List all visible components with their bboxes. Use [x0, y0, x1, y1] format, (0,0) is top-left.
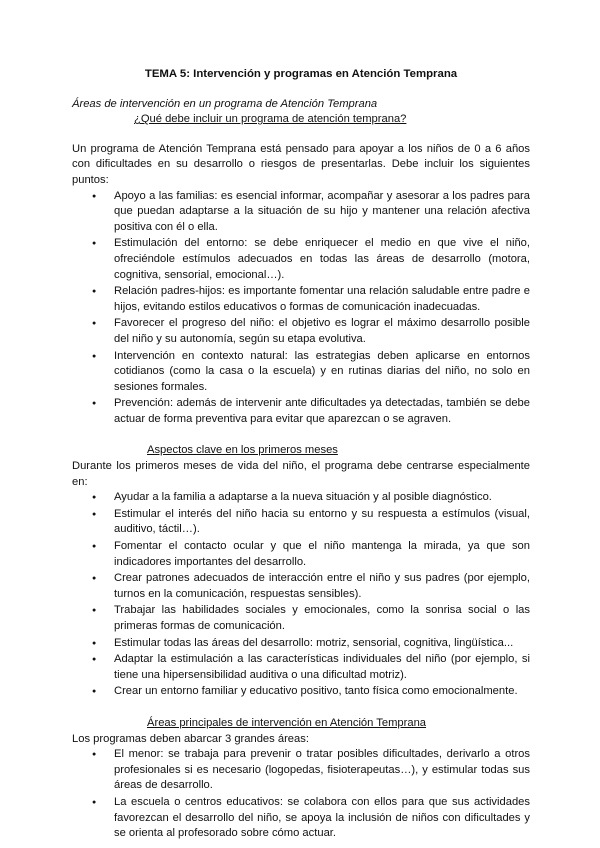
- section1-list: [72, 189, 530, 428]
- list-item: ● Trabajar las habilidades sociales y emocionales, como la sonrisa social o las primeras formas de comunicación.: [114, 603, 530, 634]
- section3-list: [72, 747, 530, 842]
- list-item: ● Estimular el interés del niño hacia su entorno y su respuesta a estímulos (visual, auditivo, táctil…).: [114, 507, 530, 538]
- list-item: ● Ayudar a la familia a adaptarse a la nueva situación y al posible diagnóstico.: [114, 490, 530, 506]
- list-item: ● Crear patrones adecuados de interacción entre el niño y sus padres (por ejemplo, turnos en la comunicación, respuestas sensibles).: [114, 571, 530, 602]
- section2-heading: Aspectos clave en los primeros meses: [147, 444, 338, 457]
- section1-heading: Áreas de intervención en un programa de Atención Temprana: [72, 97, 378, 110]
- list-item: ● Crear un entorno familiar y educativo positivo, tanto física como emocionalmente.: [114, 684, 530, 700]
- document-body: [72, 67, 530, 843]
- list-item: ● Favorecer el progreso del niño: el objetivo es lograr el máximo desarrollo posible del niño y su autonomía, según su etapa evolutiva.: [114, 316, 530, 347]
- list-item: ● Intervención en contexto natural: las estrategias deben aplicarse en entornos cotidianos (como la casa o la escuela) y en rutinas diarias del niño, no solo en sesiones formales.: [114, 349, 530, 396]
- section2-intro: Durante los primeros meses de vida del niño, el programa debe centrarse especialmente en:: [72, 460, 530, 488]
- section2-list: [72, 490, 530, 700]
- list-item: ● La escuela o centros educativos: se colabora con ellos para que sus actividades favorezcan el desarrollo del niño, se apoya la inclusión de niños con dificultades y se orienta al profesorado sobre cómo actuar.: [114, 795, 530, 842]
- page-title: TEMA 5: Intervención y programas en Atención Temprana: [144, 68, 458, 80]
- section1-subheading: ¿Qué debe incluir un programa de atención temprana?: [134, 113, 407, 126]
- list-item: ● Prevención: además de intervenir ante dificultades ya detectadas, también se debe actuar de forma preventiva para evitar que aparezcan o se agraven.: [114, 396, 530, 427]
- section3-heading: Áreas principales de intervención en Atención Temprana: [147, 716, 427, 729]
- list-item: ● Apoyo a las familias: es esencial informar, acompañar y asesorar a los padres para que puedan adaptarse a la situación de su hijo y mantener una relación afectiva positiva con él o ella.: [114, 189, 530, 236]
- spacer: [72, 701, 530, 716]
- section3-intro: Los programas deben abarcar 3 grandes áreas:: [72, 732, 309, 745]
- spacer: [72, 428, 530, 443]
- list-item: ● Estimular todas las áreas del desarrollo: motriz, sensorial, cognitiva, lingüística...: [114, 636, 530, 652]
- list-item: ● Relación padres-hijos: es importante fomentar una relación saludable entre padre e hijos, evitando estilos educativos o formas de comunicación inadecuadas.: [114, 284, 530, 315]
- list-item: ● Fomentar el contacto ocular y que el niño mantenga la mirada, ya que son indicadores importantes del desarrollo.: [114, 539, 530, 570]
- section1-intro: Un programa de Atención Temprana está pensado para apoyar a los niños de 0 a 6 años con dificultades en su desarrollo o riesgos de presentarlas. Debe incluir los siguientes puntos:: [72, 142, 530, 186]
- list-item: ● El menor: se trabaja para prevenir o tratar posibles dificultades, derivarlo a otros profesionales si es necesario (logopedas, fisioterapeutas…), y estimular todas sus áreas de desarrollo.: [114, 747, 530, 794]
- list-item: ● Adaptar la estimulación a las características individuales del niño (por ejemplo, si tiene una hipersensibilidad auditiva o una dificultad motriz).: [114, 652, 530, 683]
- list-item: ● Estimulación del entorno: se debe enriquecer el medio en que vive el niño, ofreciéndole estímulos adecuados en todas las áreas de desarrollo (motora, cognitiva, sensorial, emocional…).: [114, 236, 530, 283]
